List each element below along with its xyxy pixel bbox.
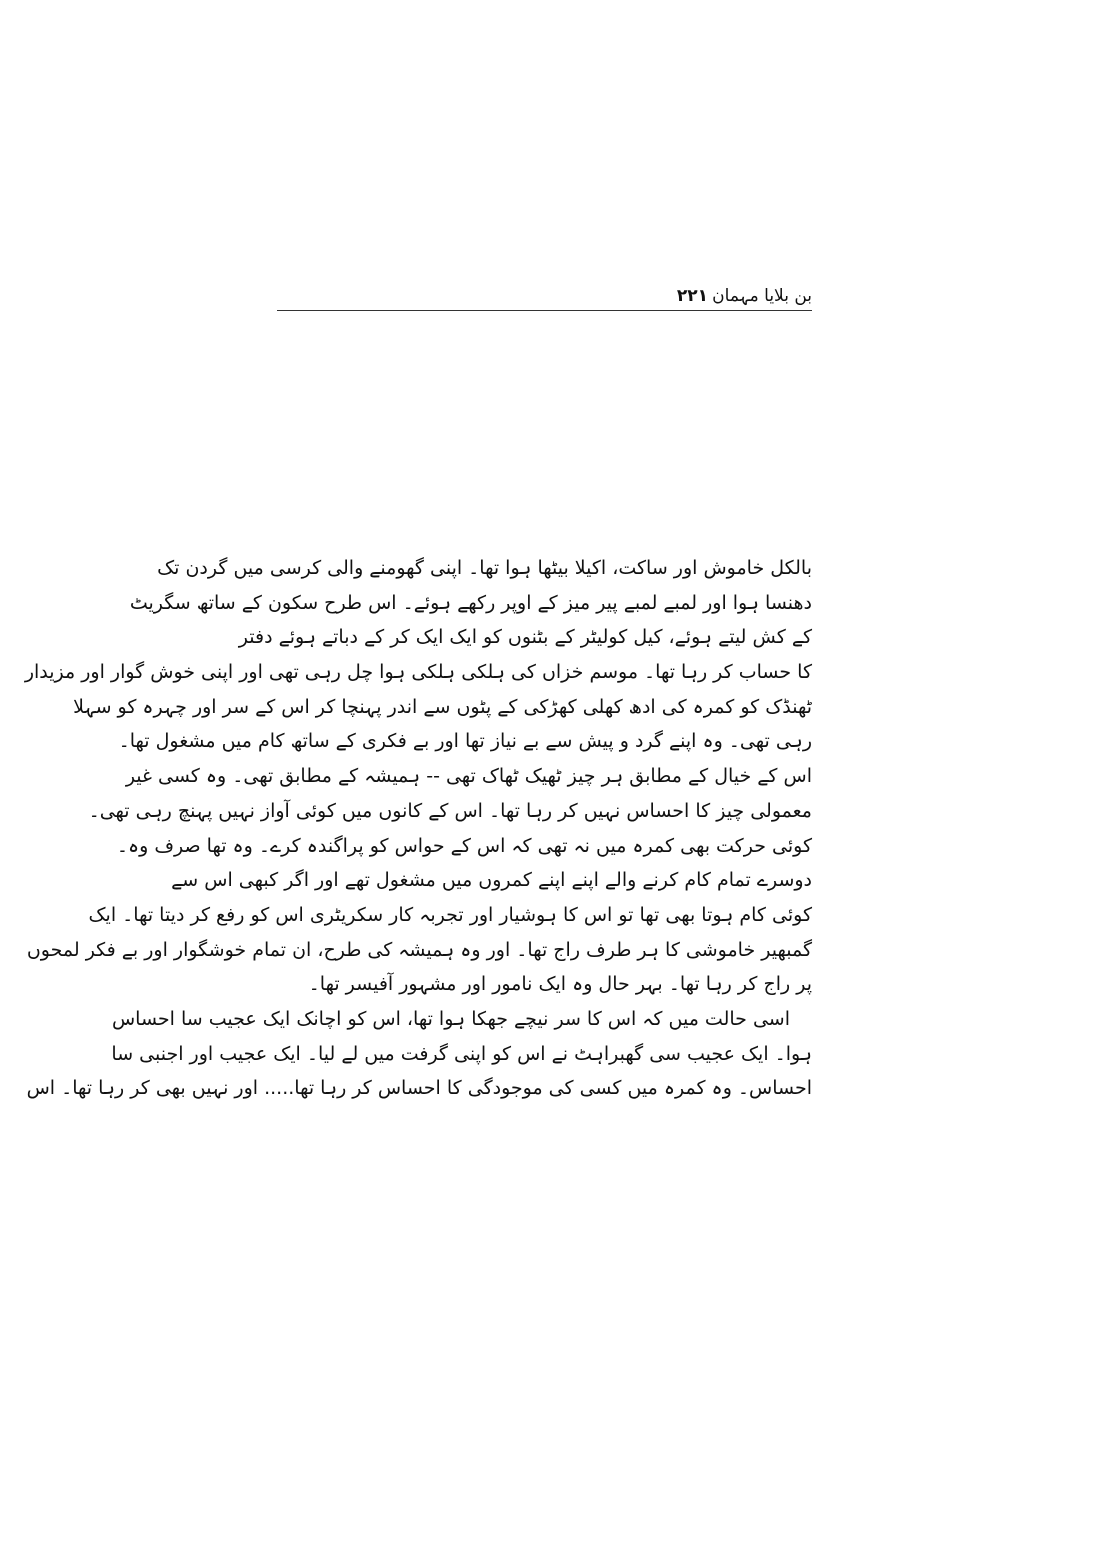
text-line: گمبھیر خاموشی کا ہر طرف راج تھا۔ اور وہ ہمیشہ کی طرح، ان تمام خوشگوار اور بے فکر لمحوں (26, 938, 812, 961)
text-line: دھنسا ہوا اور لمبے لمبے پیر میز کے اوپر رکھے ہوئے۔ اس طرح سکون کے ساتھ سگریٹ (129, 591, 812, 614)
text-line: دوسرے تمام کام کرنے والے اپنے اپنے کمروں میں مشغول تھے اور اگر کبھی اس سے (171, 869, 812, 892)
text-line: کے کش لیتے ہوئے، کیل کولیٹر کے بٹنوں کو ایک ایک کر کے دباتے ہوئے دفتر (238, 626, 812, 649)
running-head-title: بن بلایا مہمان (712, 286, 812, 306)
text-line: کوئی حرکت بھی کمرہ میں نہ تھی کہ اس کے حواس کو پراگندہ کرے۔ وہ تھا صرف وہ۔ (116, 834, 812, 857)
text-line: ٹھنڈک کو کمرہ کی ادھ کھلی کھڑکی کے پٹوں سے اندر پہنچا کر اس کے سر اور چہرہ کو سہلا (73, 695, 812, 718)
page-number: ۲۲۱ (676, 286, 708, 306)
header-rule (277, 310, 812, 311)
body-text (24, 551, 812, 1106)
text-line: ہوا۔ ایک عجیب سی گھبراہٹ نے اس کو اپنی گرفت میں لے لیا۔ ایک عجیب اور اجنبی سا (111, 1042, 812, 1065)
text-line: کوئی کام ہوتا بھی تھا تو اس کا ہوشیار اور تجربہ کار سکریٹری اس کو رفع کر دیتا تھا۔ ایک (88, 903, 812, 926)
text-line: بالکل خاموش اور ساکت، اکیلا بیٹھا ہوا تھا۔ اپنی گھومنے والی کرسی میں گردن تک (157, 557, 812, 579)
text-line: پر راج کر رہا تھا۔ بہر حال وہ ایک نامور اور مشہور آفیسر تھا۔ (308, 973, 812, 996)
running-head (277, 281, 812, 311)
text-line: اس کے خیال کے مطابق ہر چیز ٹھیک ٹھاک تھی -- ہمیشہ کے مطابق تھی۔ وہ کسی غیر (125, 765, 812, 788)
text-line: رہی تھی۔ وہ اپنے گرد و پیش سے بے نیاز تھا اور بے فکری کے ساتھ کام میں مشغول تھا۔ (118, 730, 812, 753)
text-line: احساس۔ وہ کمرہ میں کسی کی موجودگی کا احساس کر رہا تھا..... اور نہیں بھی کر رہا تھا۔ اس (26, 1077, 812, 1100)
text-line: اسی حالت میں کہ اس کا سر نیچے جھکا ہوا تھا، اس کو اچانک ایک عجیب سا احساس (111, 1007, 790, 1030)
text-line: کا حساب کر رہا تھا۔ موسم خزاں کی ہلکی ہلکی ہوا چل رہی تھی اور اپنی خوش گوار اور مزیدار (24, 661, 812, 684)
text-line: معمولی چیز کا احساس نہیں کر رہا تھا۔ اس کے کانوں میں کوئی آواز نہیں پہنچ رہی تھی۔ (88, 799, 812, 822)
